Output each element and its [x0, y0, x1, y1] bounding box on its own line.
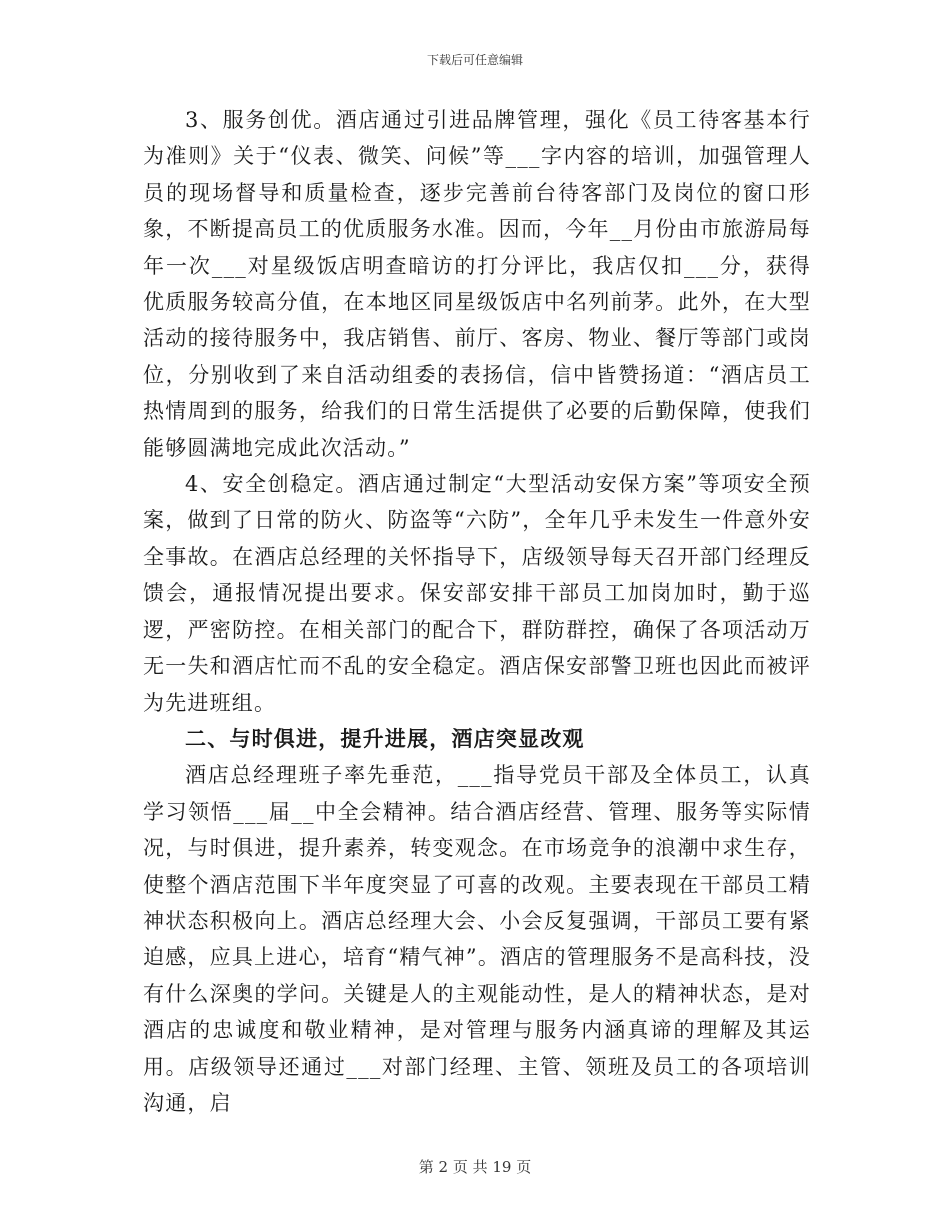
document-body — [143, 102, 811, 1121]
paragraph-service-excellence: 3、服务创优。酒店通过引进品牌管理，强化《员工待客基本行为准则》关于“仪表、微笑、问候”等___字内容的培训，加强管理人员的现场督导和质量检查，逐步完善前台待客部门及岗位的窗口形象，不断提高员工的优质服务水准。因而，今年__月份由市旅游局每年一次___对星级饭店明查暗访的打分评比，我店仅扣___分，获得优质服务较高分值，在本地区同星级饭店中名列前茅。此外，在大型活动的接待服务中，我店销售、前厅、客房、物业、餐厅等部门或岗位，分别收到了来自活动组委的表扬信，信中皆赞扬道：“酒店员工热情周到的服务，给我们的日常生活提供了必要的后勤保障，使我们能够圆满地完成此次活动。” — [143, 108, 811, 460]
paragraph-safety-stability: 4、安全创稳定。酒店通过制定“大型活动安保方案”等项安全预案，做到了日常的防火、防盗等“六防”，全年几乎未发生一件意外安全事故。在酒店总经理的关怀指导下，店级领导每天召开部门经理反馈会，通报情况提出要求。保安部安排干部员工加岗加时，勤于巡逻，严密防控。在相关部门的配合下，群防群控，确保了各项活动万无一失和酒店忙而不乱的安全稳定。酒店保安部警卫班也因此而被评为先进班组。 — [143, 472, 811, 715]
section-heading: 二、与时俱进，提升进展，酒店突显改观 — [185, 725, 585, 751]
paragraph-section-two: 酒店总经理班子率先垂范，___指导党员干部及全体员工，认真学习领悟___届__中全会精神。结合酒店经营、管理、服务等实际情况，与时俱进，提升素养，转变观念。在市场竞争的浪潮中求生存，使整个酒店范围下半年度突显了可喜的改观。主要表现在干部员工精神状态积极向上。酒店总经理大会、小会反复强调，干部员工要有紧迫感，应具上进心，培育“精气神”。酒店的管理服务不是高科技，没有什么深奥的学问。关键是人的主观能动性，是人的精神状态，是对酒店的忠诚度和敬业精神，是对管理与服务内涵真谛的理解及其运用。店级领导还通过___对部门经理、主管、领班及员工的各项培训沟通，启 — [143, 763, 811, 1115]
page-number-footer: 第 2 页 共 19 页 — [418, 1158, 532, 1176]
page-header: 下载后可任意编辑 — [426, 53, 523, 67]
